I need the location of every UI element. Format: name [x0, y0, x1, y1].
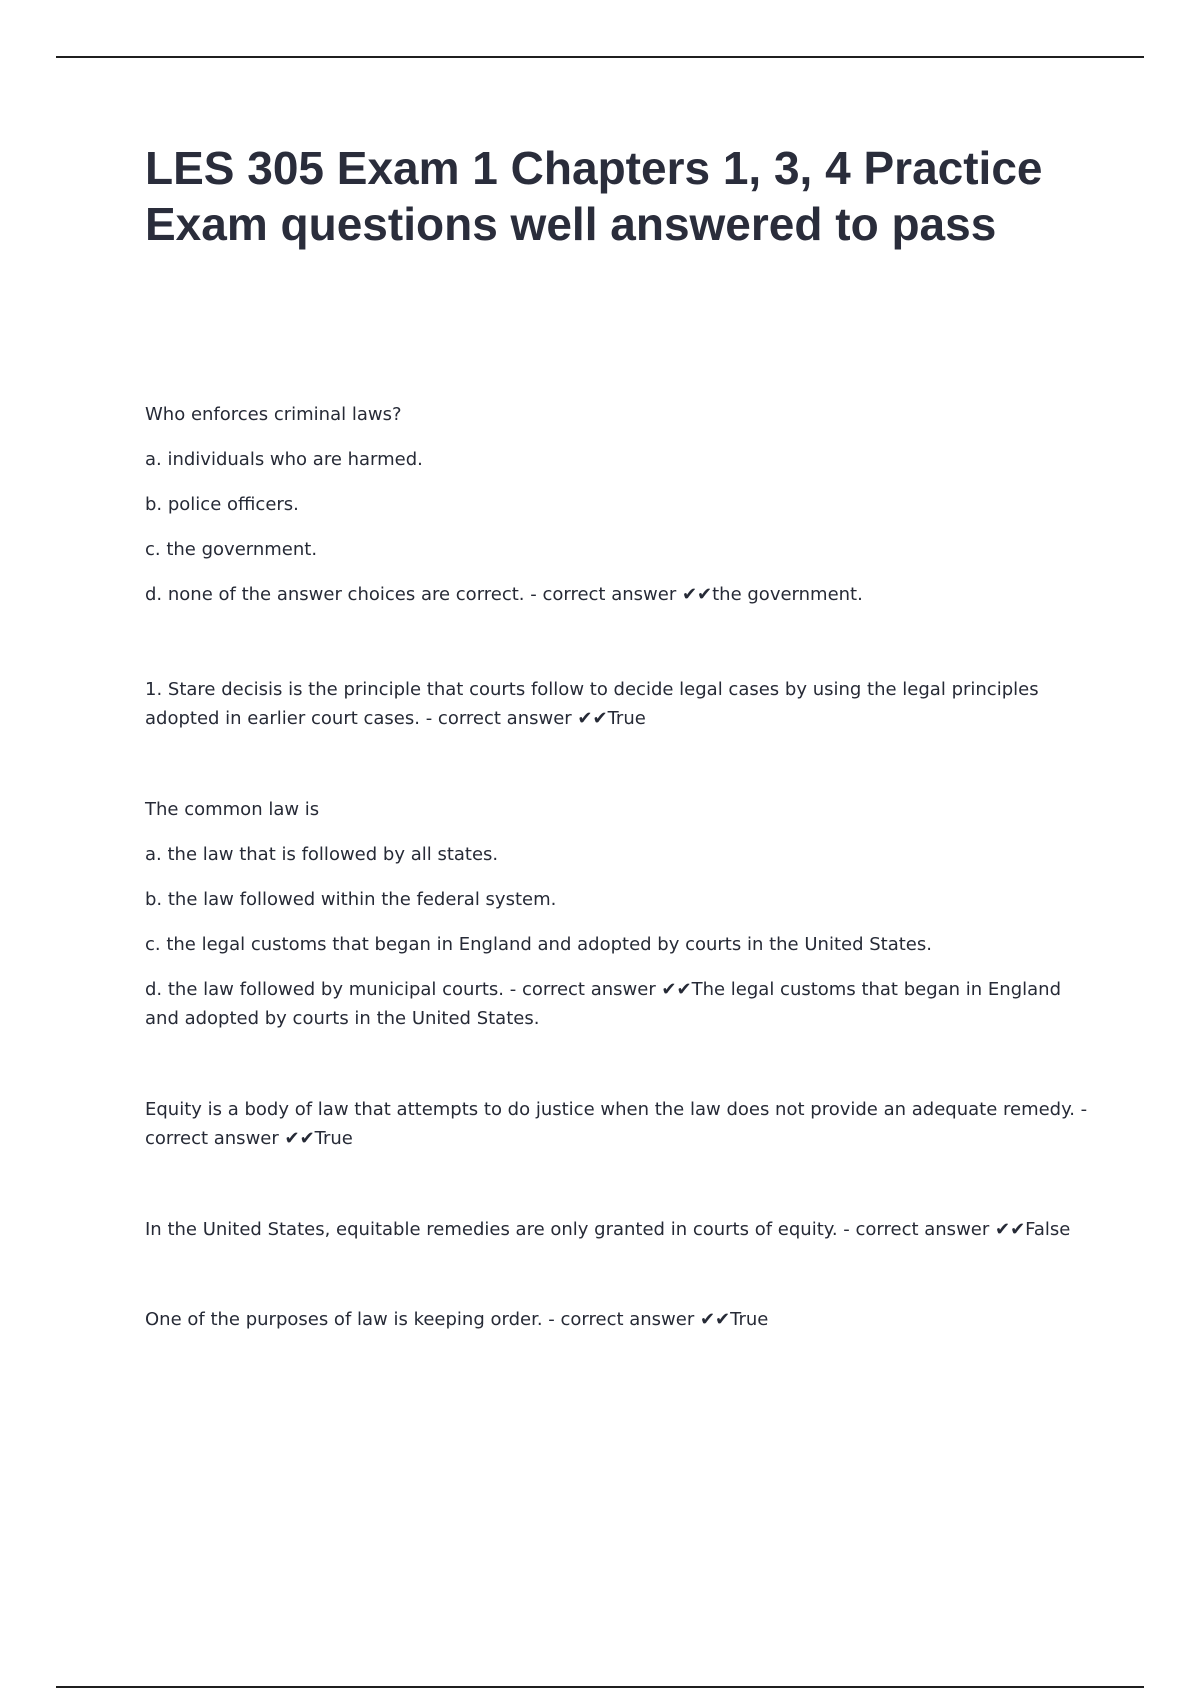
question-text: Equity is a body of law that attempts to do justice when the law does not provide an adequate remedy. - correct answer ✔✔True: [145, 1099, 1088, 1149]
question-text: One of the purposes of law is keeping order. - correct answer ✔✔True: [145, 1309, 769, 1330]
answer-option-c: c. the government.: [145, 539, 318, 560]
question-text: In the United States, equitable remedies are only granted in courts of equity. - correct answer ✔✔False: [145, 1219, 1071, 1240]
bottom-rule: [56, 1686, 1144, 1688]
answer-option-d: d. none of the answer choices are correct. - correct answer ✔✔the government.: [145, 584, 863, 605]
question-equity: [145, 1095, 1095, 1153]
question-purposes-of-law: [145, 1305, 768, 1334]
question-criminal-laws: [145, 400, 863, 609]
question-equitable-remedies: [145, 1215, 1070, 1244]
answer-option-a: a. individuals who are harmed.: [145, 449, 423, 470]
answer-option-b: b. the law followed within the federal system.: [145, 889, 557, 910]
answer-option-d: d. the law followed by municipal courts. - correct answer ✔✔The legal customs that began in England and adopted by courts in the United States.: [145, 979, 1062, 1029]
question-text: The common law is: [145, 799, 320, 820]
page-content: [145, 140, 1095, 1330]
answer-option-c: c. the legal customs that began in England and adopted by courts in the United States.: [145, 934, 932, 955]
document-title: LES 305 Exam 1 Chapters 1, 3, 4 Practice Exam questions well answered to pass: [145, 142, 1043, 250]
answer-option-b: b. police officers.: [145, 494, 299, 515]
answer-option-a: a. the law that is followed by all states.: [145, 844, 499, 865]
question-text: Who enforces criminal laws?: [145, 404, 402, 425]
question-text: 1. Stare decisis is the principle that courts follow to decide legal cases by using the legal principles adopted in earlier court cases. - correct answer ✔✔True: [145, 679, 1039, 729]
question-stare-decisis: [145, 675, 1095, 733]
question-common-law: [145, 795, 1095, 1033]
top-rule: [56, 56, 1144, 58]
